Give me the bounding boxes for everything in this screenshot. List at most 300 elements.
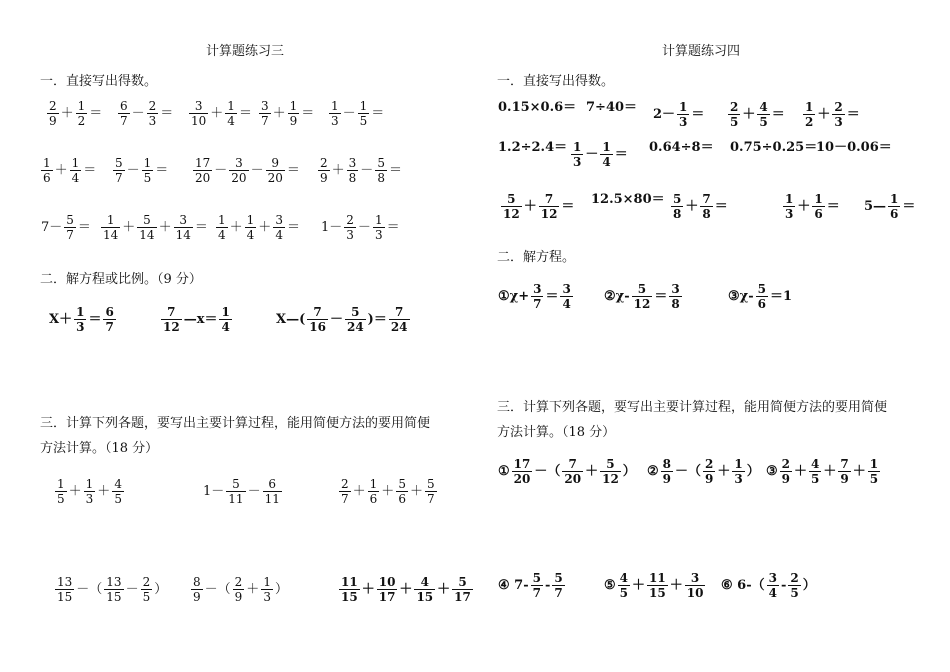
numerator: 5 — [757, 282, 766, 296]
denominator: 5 — [790, 586, 799, 600]
math-text: 2－ — [653, 107, 676, 122]
fraction — [396, 478, 408, 505]
math-text: 0.64÷8＝ — [649, 140, 714, 155]
fraction — [757, 101, 769, 128]
denominator: 7 — [66, 228, 74, 242]
numerator: 10 — [378, 575, 396, 589]
numerator: 1 — [289, 99, 298, 113]
denominator: 3 — [785, 207, 794, 221]
numerator: 3 — [690, 571, 700, 585]
denominator: 4 — [562, 297, 571, 311]
right-expr-1 — [497, 101, 577, 114]
math-text: ＝ — [545, 289, 559, 304]
denominator: 4 — [768, 586, 777, 600]
denominator: 4 — [246, 228, 255, 242]
numerator: 1 — [869, 457, 879, 471]
numerator: 1 — [57, 477, 65, 491]
numerator: 1 — [76, 305, 85, 319]
fraction — [191, 576, 203, 603]
fraction — [288, 100, 300, 127]
math-text: －（ — [204, 582, 231, 597]
denominator: 6 — [757, 297, 766, 311]
numerator: 5 — [426, 477, 435, 491]
denominator: 5 — [811, 472, 820, 486]
right-section-2-heading: 二．解方程。 — [497, 250, 576, 265]
right-equation-1 — [497, 283, 574, 310]
math-text: ＋ — [331, 163, 345, 178]
numerator: 4 — [420, 575, 429, 589]
math-text: ＝ — [388, 163, 402, 178]
numerator: 8 — [193, 575, 201, 589]
numerator: 11 — [341, 575, 358, 589]
numerator: 1 — [246, 213, 255, 227]
math-text: ② — [647, 464, 659, 479]
denominator: 6 — [43, 171, 51, 185]
math-text: X—( — [276, 312, 306, 327]
numerator: 3 — [179, 213, 188, 227]
fraction — [273, 214, 285, 241]
math-text: － — [214, 163, 228, 178]
numerator: 9 — [271, 156, 280, 170]
fraction — [685, 572, 706, 599]
denominator: 9 — [49, 114, 57, 128]
left-section-3-heading-cont: 方法计算。（18 分） — [40, 441, 159, 456]
denominator: 6 — [369, 492, 378, 506]
right-expr-7 — [570, 141, 629, 168]
fraction — [345, 306, 366, 333]
fraction — [377, 576, 398, 603]
math-text: ＋ — [523, 199, 537, 214]
fraction — [141, 576, 153, 603]
denominator: 3 — [76, 320, 85, 334]
fraction — [219, 306, 231, 333]
fraction — [703, 458, 715, 485]
denominator: 7 — [341, 492, 349, 506]
numerator: 2 — [148, 99, 157, 113]
numerator: 5 — [115, 156, 123, 170]
fraction — [47, 100, 59, 127]
fraction — [137, 214, 156, 241]
denominator: 5 — [143, 171, 152, 185]
fraction — [732, 458, 744, 485]
fraction — [600, 458, 621, 485]
math-text: 12.5×80＝ — [591, 192, 665, 207]
numerator: 2 — [341, 477, 349, 491]
math-text: 5— — [864, 199, 887, 214]
denominator: 6 — [814, 207, 823, 221]
numerator: 1 — [785, 192, 794, 206]
fraction — [414, 576, 435, 603]
math-text: ＝ — [83, 163, 97, 178]
denominator: 9 — [320, 171, 328, 185]
math-text: ① — [498, 464, 510, 479]
fraction — [531, 283, 543, 310]
numerator: 1 — [71, 156, 80, 170]
fraction — [632, 283, 653, 310]
right-calc-6 — [720, 572, 817, 599]
denominator: 2 — [805, 115, 814, 129]
numerator: 1 — [263, 575, 271, 589]
numerator: 7 — [544, 192, 554, 206]
fraction — [838, 458, 850, 485]
numerator: 2 — [705, 457, 714, 471]
denominator: 8 — [671, 297, 680, 311]
fraction — [888, 193, 900, 220]
fraction — [339, 478, 351, 505]
numerator: 3 — [671, 282, 680, 296]
fraction — [74, 306, 86, 333]
right-equation-3 — [727, 283, 793, 310]
denominator: 11 — [228, 492, 244, 506]
math-text: ＝ — [561, 199, 575, 214]
math-text: ＝ — [194, 220, 208, 235]
denominator: 24 — [346, 320, 364, 334]
numerator: 1 — [227, 99, 235, 113]
math-text: ＋ — [632, 578, 646, 593]
numerator: 13 — [106, 575, 122, 589]
fraction — [266, 157, 285, 184]
right-expr-3 — [652, 101, 705, 128]
math-text: ＋ — [685, 199, 699, 214]
denominator: 4 — [221, 320, 230, 334]
numerator: 7 — [840, 457, 849, 471]
fraction — [225, 100, 237, 127]
fraction — [647, 572, 668, 599]
right-section-3-heading: 三．计算下列各题，要写出主要计算过程，能用简便方法的要用简便 — [497, 400, 888, 415]
numerator: 3 — [235, 156, 243, 170]
right-expr-2 — [585, 101, 638, 114]
denominator: 7 — [261, 114, 269, 128]
math-text: ＋ — [742, 107, 756, 122]
numerator: 7 — [167, 305, 176, 319]
numerator: 1 — [679, 100, 688, 114]
denominator: 9 — [289, 114, 298, 128]
math-text: ＝ — [155, 163, 169, 178]
math-text: － — [131, 106, 145, 121]
denominator: 7 — [426, 492, 435, 506]
fraction — [531, 572, 543, 599]
left-equation-3 — [275, 306, 411, 333]
denominator: 5 — [57, 492, 65, 506]
right-expr-15 — [863, 193, 916, 220]
numerator: 2 — [781, 457, 791, 471]
math-text: ⑥ 6-（ — [721, 578, 765, 593]
fraction — [669, 283, 681, 310]
numerator: 2 — [142, 575, 151, 589]
fraction — [118, 100, 130, 127]
numerator: 5 — [637, 282, 647, 296]
left-section-3-heading: 三．计算下列各题，要写出主要计算过程，能用简便方法的要用简便 — [40, 416, 431, 431]
numerator: 5 — [351, 305, 360, 319]
numerator: 2 — [834, 100, 843, 114]
numerator: 1 — [814, 192, 823, 206]
numerator: 1 — [734, 457, 743, 471]
numerator: 1 — [805, 100, 814, 114]
numerator: 1 — [106, 213, 115, 227]
numerator: 3 — [261, 99, 269, 113]
math-text: ＋ — [272, 106, 286, 121]
right-expr-10 — [815, 141, 893, 154]
numerator: 7 — [395, 305, 404, 319]
math-text: - — [780, 578, 787, 593]
math-text: ＋ — [68, 484, 82, 499]
numerator: 7 — [568, 457, 577, 471]
fraction — [318, 157, 330, 184]
numerator: 2 — [346, 213, 354, 227]
right-calc-2 — [646, 458, 761, 485]
math-text: ③ — [766, 464, 778, 479]
fraction — [803, 101, 815, 128]
math-text: ＋ — [122, 220, 136, 235]
math-text: － — [250, 163, 264, 178]
fraction — [560, 283, 572, 310]
math-text: ＋ — [797, 199, 811, 214]
denominator: 14 — [103, 228, 119, 242]
math-text: ＝ — [614, 147, 628, 162]
math-text: X＋ — [49, 312, 73, 327]
numerator: 4 — [619, 571, 629, 585]
numerator: 1 — [573, 140, 582, 154]
denominator: 9 — [840, 472, 849, 486]
right-section-3-heading-cont: 方法计算。（18 分） — [497, 425, 616, 440]
denominator: 4 — [275, 228, 283, 242]
denominator: 15 — [57, 590, 73, 604]
denominator: 5 — [619, 586, 629, 600]
denominator: 9 — [781, 472, 791, 486]
fraction — [70, 157, 82, 184]
math-text: ＋ — [229, 220, 243, 235]
denominator: 7 — [115, 171, 123, 185]
left-expr-12 — [215, 214, 301, 241]
math-text: ＝ — [714, 199, 728, 214]
left-calc-1 — [54, 478, 125, 505]
fraction — [512, 458, 533, 485]
right-expr-11 — [500, 193, 575, 220]
math-text: －（ — [534, 464, 561, 479]
math-text: － — [329, 312, 343, 327]
denominator: 9 — [234, 590, 243, 604]
math-text: － — [125, 582, 139, 597]
math-text: ＋ — [817, 107, 831, 122]
numerator: 5 — [606, 457, 615, 471]
math-text: ＋ — [60, 106, 74, 121]
denominator: 4 — [602, 155, 611, 169]
denominator: 7 — [533, 297, 542, 311]
math-text: ） — [154, 582, 168, 597]
math-text: 1－ — [203, 484, 225, 499]
math-text: －（ — [76, 582, 103, 597]
denominator: 8 — [348, 171, 357, 185]
numerator: 3 — [562, 282, 571, 296]
math-text: ＝ — [386, 220, 400, 235]
denominator: 3 — [148, 114, 157, 128]
right-calc-1 — [497, 458, 637, 485]
math-text: )＝ — [367, 312, 387, 327]
denominator: 24 — [390, 320, 408, 334]
math-text: ＋ — [399, 582, 413, 597]
right-expr-5 — [802, 101, 861, 128]
denominator: 15 — [416, 590, 434, 604]
math-text: －（ — [675, 464, 702, 479]
math-text: ＝ — [286, 220, 300, 235]
denominator: 3 — [573, 155, 582, 169]
denominator: 12 — [633, 297, 651, 311]
numerator: 17 — [513, 457, 531, 471]
numerator: 1 — [331, 99, 339, 113]
fraction — [55, 478, 67, 505]
fraction — [259, 100, 271, 127]
numerator: 3 — [275, 213, 283, 227]
fraction — [55, 576, 74, 603]
denominator: 8 — [673, 207, 682, 221]
fraction — [229, 157, 248, 184]
denominator: 15 — [649, 586, 666, 600]
denominator: 5 — [359, 114, 368, 128]
denominator: 12 — [602, 472, 619, 486]
math-text: ＝ — [771, 107, 785, 122]
math-text: － — [247, 484, 261, 499]
right-title: 计算题练习四 — [662, 44, 741, 59]
fraction — [103, 306, 115, 333]
left-calc-6 — [338, 576, 474, 603]
denominator: 8 — [377, 171, 385, 185]
math-text: ＝ — [238, 106, 252, 121]
numerator: 1 — [77, 99, 86, 113]
numerator: 1 — [43, 156, 51, 170]
numerator: 2 — [234, 575, 243, 589]
right-expr-4 — [727, 101, 786, 128]
numerator: 5 — [66, 213, 74, 227]
denominator: 7 — [532, 586, 541, 600]
numerator: 6 — [268, 477, 277, 491]
fraction — [552, 572, 564, 599]
fraction — [41, 157, 53, 184]
numerator: 3 — [768, 571, 777, 585]
right-calc-5 — [603, 572, 706, 599]
math-text: 10－0.06＝ — [816, 140, 892, 155]
fraction — [307, 306, 328, 333]
numerator: 1 — [602, 140, 611, 154]
denominator: 5 — [114, 492, 122, 506]
left-expr-9 — [317, 157, 403, 184]
numerator: 1 — [890, 192, 899, 206]
math-text: ＋ — [352, 484, 366, 499]
math-text: ） — [746, 464, 760, 479]
numerator: 1 — [369, 477, 378, 491]
fraction — [539, 193, 560, 220]
left-expr-10 — [40, 214, 92, 241]
right-expr-8 — [648, 141, 715, 154]
denominator: 7 — [105, 320, 114, 334]
fraction — [389, 306, 410, 333]
left-expr-5 — [328, 100, 385, 127]
denominator: 3 — [374, 228, 383, 242]
numerator: 2 — [730, 100, 739, 114]
denominator: 6 — [890, 207, 899, 221]
math-text: ③χ- — [728, 289, 754, 304]
math-text: ＝ — [77, 220, 91, 235]
left-expr-1 — [46, 100, 103, 127]
fraction — [76, 100, 88, 127]
fraction — [618, 572, 630, 599]
fraction — [452, 576, 473, 603]
numerator: 6 — [120, 99, 128, 113]
numerator: 1 — [143, 156, 152, 170]
math-text: ⑤ — [604, 578, 616, 593]
denominator: 3 — [85, 492, 94, 506]
fraction — [812, 193, 824, 220]
right-expr-9 — [729, 141, 818, 154]
left-calc-4 — [54, 576, 168, 603]
denominator: 5 — [869, 472, 879, 486]
numerator: 3 — [348, 156, 357, 170]
denominator: 20 — [231, 171, 247, 185]
fraction — [147, 100, 159, 127]
fraction — [245, 214, 257, 241]
left-expr-13 — [320, 214, 401, 241]
fraction — [104, 576, 123, 603]
left-expr-3 — [188, 100, 253, 127]
right-section-1-heading: 一．直接写出得数。 — [497, 74, 615, 89]
fraction — [368, 478, 380, 505]
denominator: 6 — [398, 492, 406, 506]
math-text: ） — [802, 578, 816, 593]
denominator: 8 — [702, 207, 711, 221]
numerator: 4 — [114, 477, 122, 491]
numerator: 4 — [811, 457, 820, 471]
denominator: 3 — [679, 115, 688, 129]
denominator: 10 — [191, 114, 207, 128]
math-text: ②χ- — [604, 289, 630, 304]
fraction — [189, 100, 208, 127]
numerator: 3 — [194, 99, 203, 113]
fraction — [339, 576, 360, 603]
numerator: 3 — [533, 282, 542, 296]
denominator: 20 — [267, 171, 283, 185]
fraction — [233, 576, 245, 603]
numerator: 1 — [85, 477, 94, 491]
numerator: 5 — [673, 192, 682, 206]
fraction — [263, 478, 282, 505]
fraction — [783, 193, 795, 220]
left-calc-5 — [190, 576, 289, 603]
fraction — [373, 214, 385, 241]
denominator: 3 — [734, 472, 743, 486]
numerator: 5 — [232, 477, 240, 491]
math-text: ＝ — [691, 107, 705, 122]
math-text: 1.2÷2.4＝ — [498, 140, 568, 155]
numerator: 7 — [702, 192, 711, 206]
fraction — [600, 141, 612, 168]
math-text: ＝ — [301, 106, 315, 121]
denominator: 20 — [513, 472, 531, 486]
denominator: 17 — [454, 590, 471, 604]
numerator: 13 — [57, 575, 73, 589]
left-equation-2 — [160, 306, 233, 333]
numerator: 1 — [218, 213, 226, 227]
fraction — [84, 478, 96, 505]
right-expr-13 — [670, 193, 729, 220]
left-calc-3 — [338, 478, 438, 505]
numerator: 5 — [554, 571, 563, 585]
math-text: ＋ — [97, 484, 111, 499]
numerator: 5 — [377, 156, 385, 170]
math-text: ＝ — [846, 107, 860, 122]
denominator: 14 — [175, 228, 191, 242]
math-text: ＋ — [381, 484, 395, 499]
denominator: 14 — [139, 228, 155, 242]
denominator: 17 — [378, 590, 396, 604]
